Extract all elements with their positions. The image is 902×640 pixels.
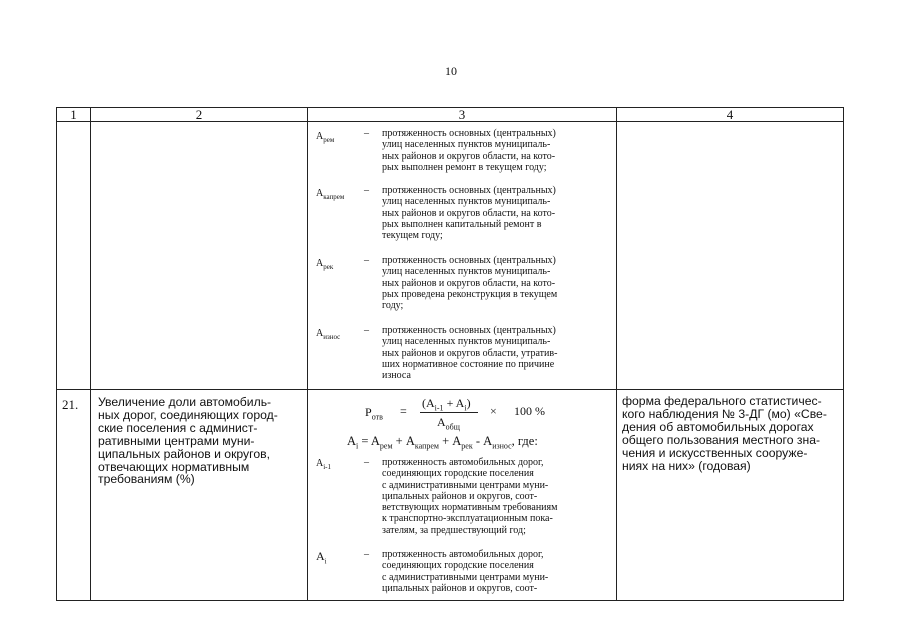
definition-text: протяженность основных (центральных) улиц населенных пунктов муниципаль- ных районов и округов области, на кото- рых проведена реконструкция в текущем году; — [382, 255, 558, 312]
header-col-3: 3 — [458, 107, 466, 122]
indicator-name: Увеличение доли автомобиль- ных дорог, соединяющих город- ские поселения с админист- ративными центрами муни- ципальных районов и округов, отвечающих нормативным требованиям (%) — [98, 395, 278, 487]
definition-dash: – — [364, 128, 369, 139]
page-number: 10 — [445, 64, 457, 78]
definition-symbol: $A_{износ}$ — [316, 328, 341, 341]
formula-numerator: $(A_{i-1} + A_i)$ — [422, 396, 471, 413]
definition-dash: – — [364, 457, 369, 468]
definition-dash: – — [364, 255, 369, 266]
data-source: форма федерального статистичес- кого наблюдения № 3-ДГ (мо) «Све- дения об автомобильных дорогах общего пользования местного зна- чения и искусственных сооруже- ниях на них» (годовая) — [622, 394, 827, 473]
col-border-right — [843, 107, 844, 601]
definition-text: протяженность основных (центральных) улиц населенных пунктов муниципаль- ных районов и округов области, на кото- рых выполнен капитальный ремонт в текущем году; — [382, 185, 556, 242]
header-col-1: 1 — [70, 107, 77, 122]
header-col-4: 4 — [726, 107, 734, 122]
formula-denominator: $A_{общ}$ — [437, 415, 460, 432]
definition-symbol: $A_{рек}$ — [316, 258, 334, 271]
definition-dash: – — [364, 325, 369, 336]
col-border-3 — [616, 107, 617, 601]
definition-text: протяженность автомобильных дорог, соединяющих городские поселения с административными центрами муни- ципальных районов и округов, соот- — [382, 549, 549, 594]
col-border-left — [56, 107, 57, 601]
row-number: 21. — [62, 397, 79, 412]
definition-text: протяженность основных (центральных) улиц населенных пунктов муниципаль- ных районов и округов области, утратив- ших нормативное состояние по причине износа — [382, 325, 558, 382]
definition-symbol: $A_{капрем}$ — [316, 188, 345, 201]
definition-symbol: $A_{i-1}$ — [316, 458, 332, 471]
formula-lhs: $P_{отв}$ — [365, 405, 383, 422]
definition-symbol: $A_i$ — [316, 549, 327, 566]
definition-text: протяженность автомобильных дорог, соединяющих городские поселения с административными центрами муни- ципальных районов и округов, соот- ветствующих нормативным требованиям к транспортно-эксплуатационным пока- зателям, за предшествующий год; — [382, 457, 558, 536]
formula-a-i: $A_i = A_{рем} + A_{капрем} + A_{рек} - A_{износ}$, где: — [347, 434, 538, 451]
formula-percent: 100 % — [514, 404, 545, 418]
row-divider — [56, 389, 844, 390]
definition-dash: – — [364, 185, 369, 196]
definition-dash: – — [364, 549, 369, 560]
table-bottom-border — [56, 600, 844, 601]
col-border-1 — [90, 107, 91, 601]
definition-symbol: $A_{рем}$ — [316, 131, 335, 144]
col-border-2 — [307, 107, 308, 601]
definition-text: протяженность основных (центральных) улиц населенных пунктов муниципаль- ных районов и округов области, на кото- рых выполнен ремонт в текущем году; — [382, 128, 556, 173]
formula-times: × — [490, 404, 497, 418]
fraction-bar — [420, 412, 478, 413]
header-col-2: 2 — [195, 107, 203, 122]
formula-equals: = — [400, 404, 407, 418]
